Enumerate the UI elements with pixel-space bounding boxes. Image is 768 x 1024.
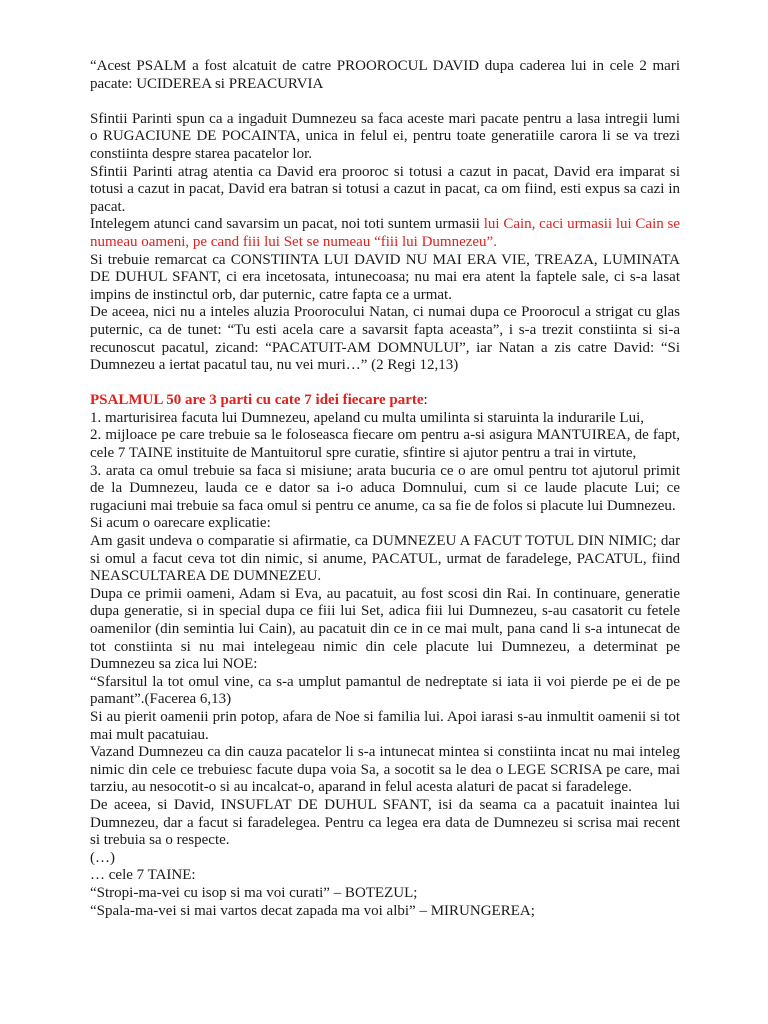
paragraph [90,216,680,251]
list-item: 2. mijloace pe care trebuie sa le foloseasca fiecare om pentru a-si asigura MANTUIREA, de fapt, cele 7 TAINE instituite de Mantuitorul spre curatie, sfintire si ajutor pentru a trai in virtute, [90,427,680,462]
paragraph: Am gasit undeva o comparatie si afirmatie, ca DUMNEZEU A FACUT TOTUL DIN NIMIC; dar si omul a facut ceva tot din nimic, si anume, PACATUL, urmat de faradelege, PACATUL, fiind NEASCULTAREA DE DUMNEZEU. [90,533,680,585]
list-item: 1. marturisirea facuta lui Dumnezeu, apeland cu multa umilinta si staruinta la indurarile Lui, [90,409,644,426]
paragraph: Si acum o oarecare explicatie: [90,515,271,532]
section-heading-colon: : [423,392,428,409]
paragraph-text: Intelegem atunci cand savarsim un pacat, noi toti suntem urmasii [90,216,484,233]
paragraph: De aceea, nici nu a inteles aluzia Proorocului Natan, ci numai dupa ce Proorocul a strigat cu glas puternic, ca de tunet: “Tu esti acela care a savarsit fapta aceasta”, i s-a trezit constiinta si si-a recunoscut pacatul, zicand: “PACATUIT-AM DOMNULUI”, iar Natan a zis catre David: “Si Dumnezeu a iertat pacatul tau, nu vei muri…” (2 Regi 12,13) [90,304,680,374]
ellipsis-line: (…) [90,849,115,866]
quote-paragraph: “Sfarsitul la tot omul vine, ca s-a umplut pamantul de nedreptate si iata ii voi pierde pe ei de pe pamant”.(Facerea 6,13) [90,673,680,708]
quote-line: “Spala-ma-vei si mai vartos decat zapada ma voi albi” – MIRUNGEREA; [90,902,535,919]
section-heading [90,392,680,410]
section-heading-text: PSALMUL 50 are 3 parti cu cate 7 idei fiecare parte [90,392,424,409]
paragraph: Vazand Dumnezeu ca din cauza pacatelor li s-a intunecat mintea si constiinta incat nu mai inteleg nimic din cele ce trebuiesc facute dupa voia Sa, a socotit sa le dea o LEGE SCRISA pe care, mai tarziu, au nesocotit-o si au incalcat-o, aparand in felul acesta alaturi de pacat si faradelege. [90,744,680,796]
paragraph: Si au pierit oamenii prin potop, afara de Noe si familia lui. Apoi iarasi s-au inmultit oamenii si tot mai mult pacatuiau. [90,708,680,743]
paragraph: Sfintii Parinti atrag atentia ca David era prooroc si totusi a cazut in pacat, David era imparat si totusi a cazut in pacat, David era batran si totusi a cazut in pacat, ca om fiind, esti expus sa cazi in pacat. [90,163,680,215]
document-page [90,58,680,920]
paragraph: Si trebuie remarcat ca CONSTIINTA LUI DAVID NU MAI ERA VIE, TREAZA, LUMINATA DE DUHUL SFANT, ci era incetosata, intunecoasa; nu mai era atent la faptele sale, ci s-a lasat impins de instinctul orb, dar puternic, catre fapta ce a urmat. [90,251,680,303]
intro-paragraph: “Acest PSALM a fost alcatuit de catre PROOROCUL DAVID dupa caderea lui in cele 2 mari pacate: UCIDEREA si PREACURVIA [90,58,680,92]
paragraph: Dupa ce primii oameni, Adam si Eva, au pacatuit, au fost scosi din Rai. In continuare, generatie dupa generatie, si in special dupa ce fiii lui Set, adica fiii lui Dumnezeu, s-au casatorit cu fetele oamenilor (din semintia lui Cain), au pacatuit din ce in ce mai mult, pana cand li s-a intunecat de tot constiinta si nu mai intelegeau nimic din cele placute lui Dumnezeu, a determinat pe Dumnezeu sa zica lui NOE: [90,585,680,673]
quote-line: “Stropi-ma-vei cu isop si ma voi curati” – BOTEZUL; [90,884,418,901]
paragraph: … cele 7 TAINE: [90,867,196,884]
paragraph: Sfintii Parinti spun ca a ingaduit Dumnezeu sa faca aceste mari pacate pentru a lasa intregii lumi o RUGACIUNE DE POCAINTA, unica in felul ei, pentru toate generatiile carora li se va trezi constiinta despre starea pacatelor lor. [90,110,680,162]
paragraph: De aceea, si David, INSUFLAT DE DUHUL SFANT, isi da seama ca a pacatuit inaintea lui Dumnezeu, dar a facut si faradelegea. Pentru ca legea era data de Dumnezeu si scrisa mai recent si trebuia sa o respecte. [90,796,680,849]
highlighted-text: lui Cain, caci urmasii lui Cain se numeau oameni, pe cand fiii lui Set se numeau “fiii lui Dumnezeu”. [90,216,680,250]
list-item: 3. arata ca omul trebuie sa faca si misiune; arata bucuria ce o are omul pentru tot ajutorul primit de la Dumnezeu, lauda ce e dator sa i-o aduca Domnului, cum si ce laude placute Lui; ce rugaciuni mai trebuie sa faca omul si pentru ce anume, ca sa fie de folos si placute lui Dumnezeu. [90,462,680,514]
